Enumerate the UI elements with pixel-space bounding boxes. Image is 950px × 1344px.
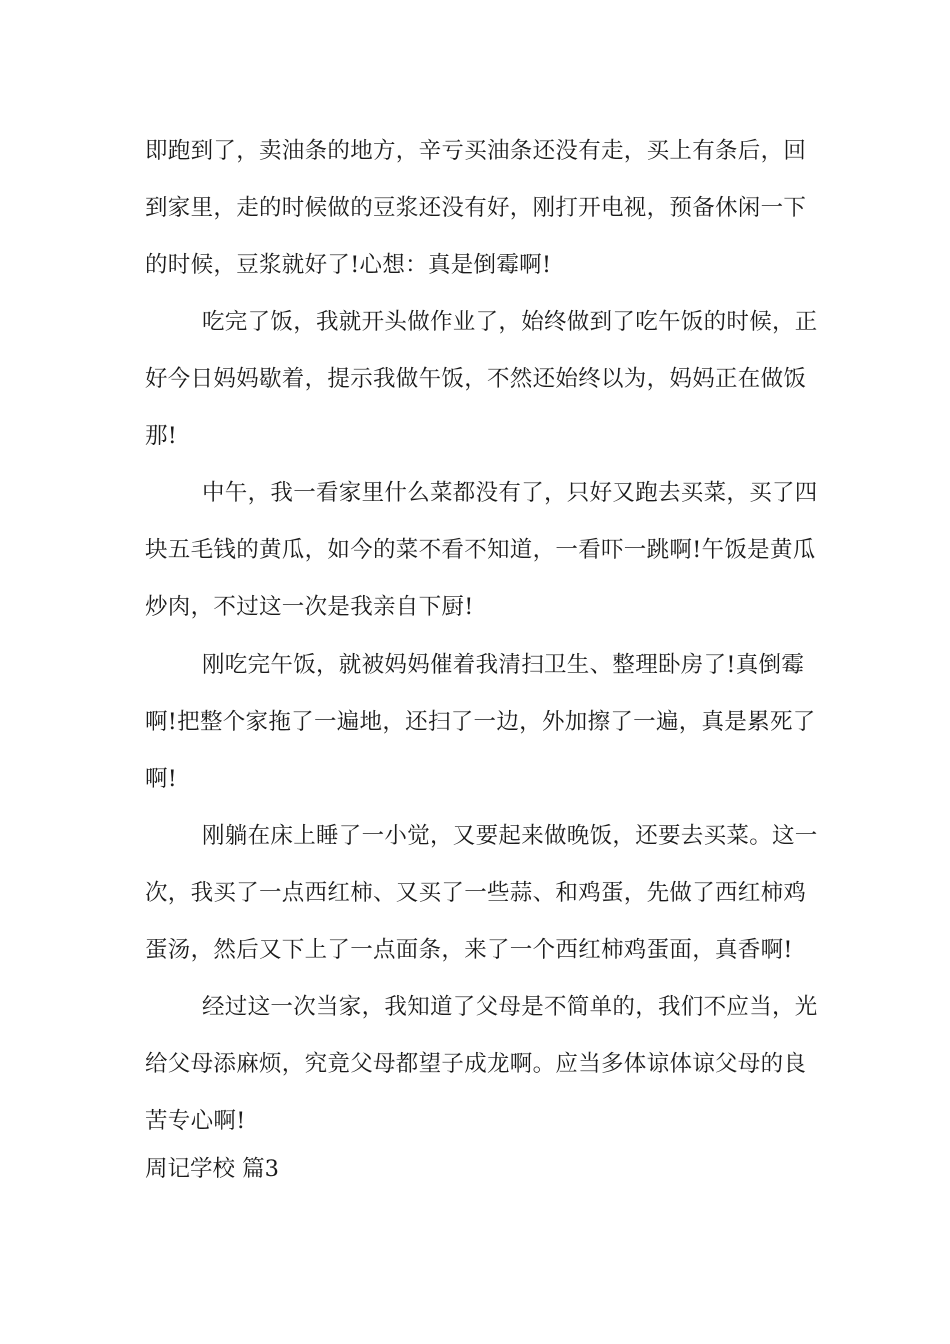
section-heading: 周记学校 篇3 [145, 1156, 279, 1182]
paragraph-line: 次，我买了一点西红柿、又买了一些蒜、和鸡蛋，先做了西红柿鸡 [145, 880, 807, 906]
paragraph-line: 啊! [145, 766, 178, 792]
paragraph-6 [145, 979, 818, 1150]
paragraph-line: 刚吃完午饭，就被妈妈催着我清扫卫生、整理卧房了!真倒霉 [202, 652, 805, 678]
paragraph-line: 蛋汤，然后又下上了一点面条，来了一个西红柿鸡蛋面，真香啊! [145, 937, 793, 963]
paragraph-1 [145, 123, 807, 294]
paragraph-line: 块五毛钱的黄瓜，如今的菜不看不知道，一看吓一跳啊!午饭是黄瓜 [145, 537, 816, 563]
paragraph-line: 苦专心啊! [145, 1108, 246, 1134]
paragraph-2 [145, 294, 818, 465]
paragraph-line: 即跑到了，卖油条的地方，辛亏买油条还没有走，买上有条后，回 [145, 138, 807, 164]
paragraph-line: 到家里，走的时候做的豆浆还没有好，刚打开电视，预备休闲一下 [145, 195, 807, 221]
paragraph-5 [145, 808, 818, 979]
paragraph-line: 那! [145, 423, 178, 449]
paragraph-4 [145, 637, 816, 808]
paragraph-line: 给父母添麻烦，究竟父母都望子成龙啊。应当多体谅体谅父母的良 [145, 1051, 807, 1077]
paragraph-line: 吃完了饭，我就开头做作业了，始终做到了吃午饭的时候，正 [202, 309, 818, 335]
paragraph-line: 刚躺在床上睡了一小觉，又要起来做晚饭，还要去买菜。这一 [202, 823, 818, 849]
paragraph-line: 的时候，豆浆就好了!心想：真是倒霉啊! [145, 252, 552, 278]
paragraph-3 [145, 465, 818, 636]
paragraph-line: 炒肉，不过这一次是我亲自下厨! [145, 594, 474, 620]
paragraph-line: 中午，我一看家里什么菜都没有了，只好又跑去买菜，买了四 [202, 480, 818, 506]
paragraph-line: 啊!把整个家拖了一遍地，还扫了一边，外加擦了一遍，真是累死了 [145, 709, 816, 735]
paragraph-line: 经过这一次当家，我知道了父母是不简单的，我们不应当，光 [202, 994, 818, 1020]
paragraph-line: 好今日妈妈歇着，提示我做午饭，不然还始终以为，妈妈正在做饭 [145, 366, 807, 392]
